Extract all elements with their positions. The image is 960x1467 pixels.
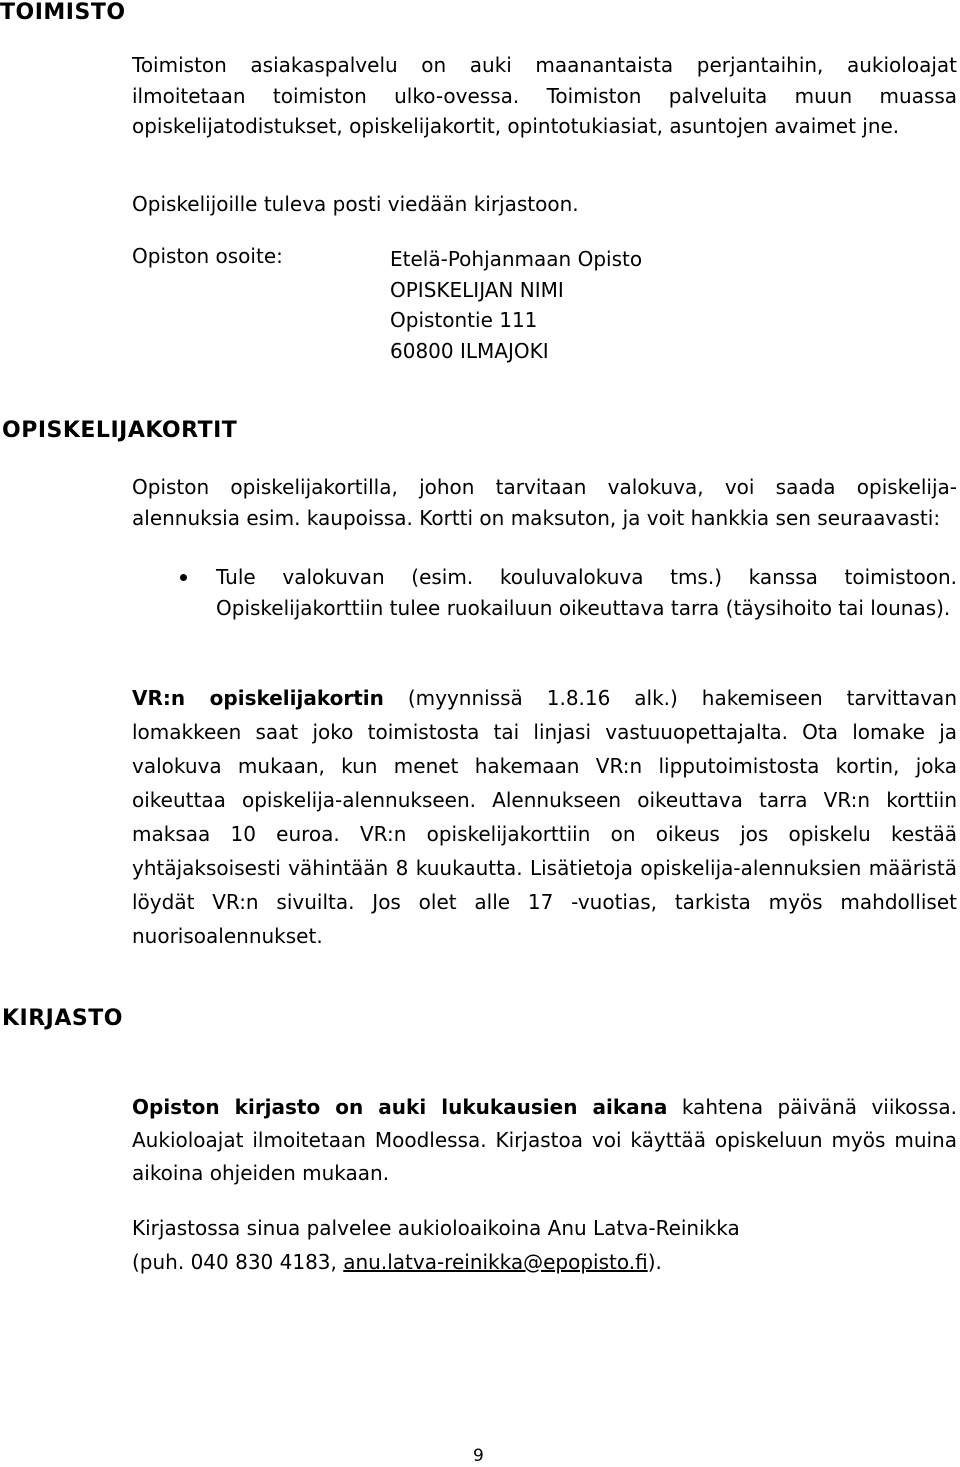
vr-paragraph-bold: VR:n opiskelijakortin	[132, 686, 384, 710]
opiskelijakortit-paragraph-1: Opiston opiskelijakortilla, johon tarvitaan valokuva, voi saada opiskelija-alennuksia esim. kaupoissa. Kortti on maksuton, ja voit hankkia sen seuraavasti:	[132, 475, 957, 530]
vr-paragraph-text: (myynnissä 1.8.16 alk.) hakemiseen tarvittavan lomakkeen saat joko toimistosta tai linjasi vastuuopettajalta. Ota lomake ja valokuva mukaan, kun menet hakemaan VR:n lipputoimistosta kortin, joka oikeuttaa opiskelija-alennukseen. Alennukseen oikeuttava tarra VR:n korttiin maksaa 10 euroa. VR:n opiskelijakorttiin on oikeus jos opiskelu kestää yhtäjaksoisesti vähintään 8 kuukautta. Lisätietoja opiskelija-alennuksien määristä löydät VR:n sivuilta. Jos olet alle 17 -vuotias, tarkista myös mahdolliset nuorisoalennukset.	[132, 686, 957, 948]
heading-kirjasto: KIRJASTO	[2, 1006, 123, 1031]
address-label: Opiston osoite:	[132, 244, 283, 268]
heading-opiskelijakortit: OPISKELIJAKORTIT	[2, 418, 238, 443]
kirjasto-paragraph-bold: Opiston kirjasto on auki lukukausien aikana	[132, 1095, 668, 1119]
heading-toimisto: TOIMISTO	[0, 0, 126, 25]
kirjasto-paragraph-1	[132, 1091, 957, 1190]
bullet-icon	[180, 574, 187, 581]
page-number: 9	[473, 1446, 484, 1466]
email-link[interactable]: anu.latva-reinikka@epopisto.fi	[343, 1250, 648, 1274]
phone-text: (puh. 040 830 4183,	[132, 1250, 344, 1274]
toimisto-paragraph-1: Toimiston asiakaspalvelu on auki maanantaista perjantaihin, aukioloajat ilmoitetaan toimiston ulko-ovessa. Toimiston palveluita muun muassa opiskelijatodistukset, opiskelijakortit, opintotukiasiat, asuntojen avaimet jne.	[132, 53, 957, 138]
address-line: Opistontie 111	[390, 308, 538, 332]
address-line: OPISKELIJAN NIMI	[390, 277, 564, 302]
contact-suffix: ).	[647, 1250, 662, 1274]
kirjasto-contact-line-2	[132, 1250, 662, 1274]
kirjasto-paragraph-text: kahtena päivänä viikossa. Aukioloajat ilmoitetaan Moodlessa. Kirjastoa voi käyttää opiskeluun myös muina aikoina ohjeiden mukaan.	[132, 1095, 957, 1185]
kirjasto-contact-line-1: Kirjastossa sinua palvelee aukioloaikoina Anu Latva-Reinikka	[132, 1216, 740, 1240]
toimisto-paragraph-2: Opiskelijoille tuleva posti viedään kirjastoon.	[132, 192, 579, 216]
opiskelijakortit-bullet-item: Tule valokuvan (esim. kouluvalokuva tms.) kanssa toimistoon. Opiskelijakorttiin tulee ruokailuun oikeuttava tarra (täysihoito tai lounas).	[216, 565, 957, 620]
address-block	[390, 244, 642, 366]
address-line: Etelä-Pohjanmaan Opisto	[390, 247, 643, 271]
vr-paragraph	[132, 681, 957, 953]
address-line: 60800 ILMAJOKI	[390, 338, 549, 363]
